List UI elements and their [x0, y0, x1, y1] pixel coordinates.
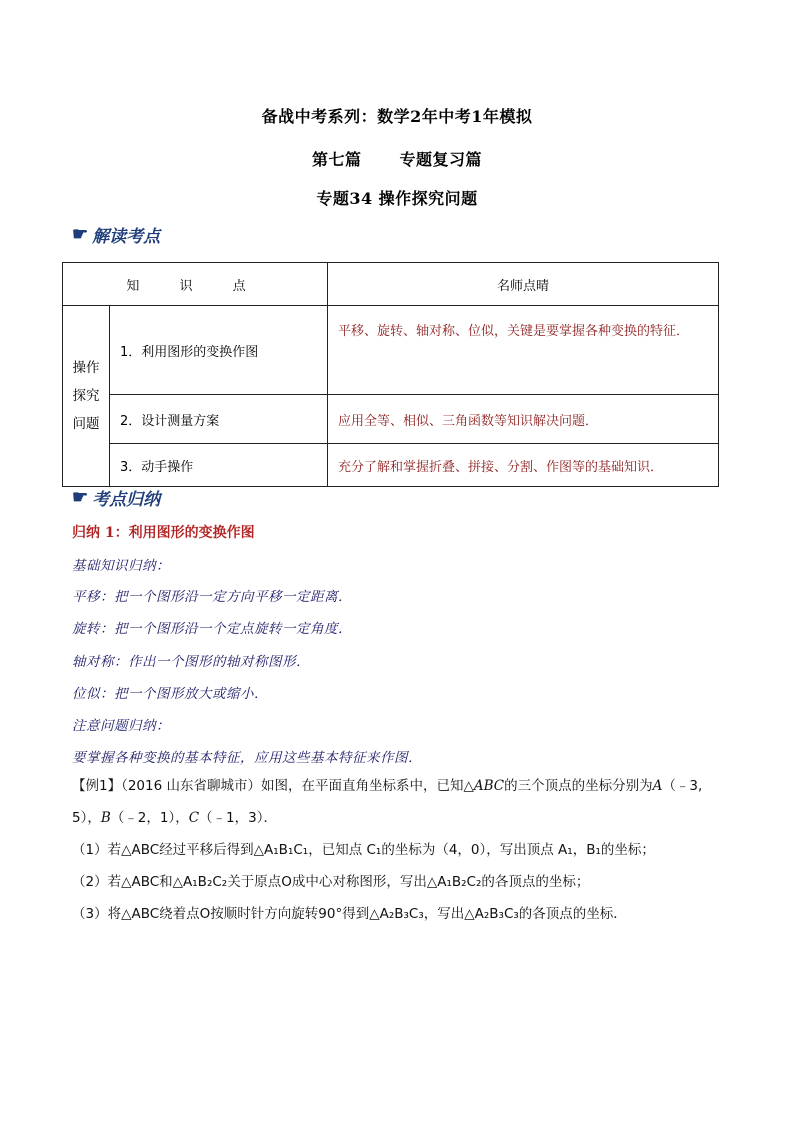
induction-title: 归纳 1：利用图形的变换作图 — [72, 525, 255, 541]
series-title: 备战中考系列：数学2年中考1年模拟 — [261, 107, 533, 126]
header-tips: 名师点晴 — [328, 263, 719, 306]
section-heading-label: 考点归纳 — [92, 490, 161, 510]
axial-symmetry-text: 轴对称：作出一个图形的轴对称图形． — [72, 654, 310, 670]
pointing-hand-icon: ☛ — [72, 224, 89, 245]
homothety-text: 位似：把一个图形放大或缩小． — [72, 686, 268, 702]
tip-cell: 充分了解和掌握折叠、拼接、分割、作图等的基础知识． — [328, 444, 719, 487]
topic-title: 专题34 操作探究问题 — [316, 189, 478, 208]
question-1: （1）若△ABC经过平移后得到△A₁B₁C₁，已知点 C₁的坐标为（4，0），写出顶点 A₁，B₁的坐标； — [72, 842, 655, 858]
knowledge-cell: 2．设计测量方案 — [110, 395, 328, 444]
section-heading-analysis — [72, 222, 160, 247]
rotation-text: 旋转：把一个图形沿一个定点旋转一定角度． — [72, 621, 352, 637]
table-row — [63, 306, 719, 395]
part-number: 第七篇 — [311, 150, 362, 169]
example-intro-line1: 【例1】（2016 山东省聊城市）如图，在平面直角坐标系中，已知△ABC的三个顶点的坐标分别为A（﹣3, — [72, 778, 703, 794]
knowledge-table — [62, 262, 719, 487]
notes-text: 要掌握各种变换的基本特征，应用这些基本特征来作图． — [72, 750, 422, 766]
example-intro-line2: 5），B（﹣2，1），C（﹣1，3）． — [72, 810, 277, 826]
tip-cell: 平移、旋转、轴对称、位似，关键是要掌握各种变换的特征． — [328, 306, 719, 395]
translation-text: 平移：把一个图形沿一定方向平移一定距离． — [72, 589, 352, 605]
question-2: （2）若△ABC和△A₁B₂C₂关于原点O成中心对称图形，写出△A₁B₂C₂的各顶点的坐标； — [72, 874, 590, 890]
table-header-row — [63, 263, 719, 306]
knowledge-cell: 3．动手操作 — [110, 444, 328, 487]
pointing-hand-icon: ☛ — [72, 487, 89, 508]
part-title — [0, 147, 794, 170]
table-row — [63, 395, 719, 444]
part-name: 专题复习篇 — [399, 150, 483, 169]
section-heading-summary — [72, 485, 160, 510]
section-heading-label: 解读考点 — [92, 227, 161, 247]
knowledge-cell: 1．利用图形的变换作图 — [110, 306, 328, 395]
table-row — [63, 444, 719, 487]
header-knowledge: 知 识 点 — [63, 263, 328, 306]
tip-cell: 应用全等、相似、三角函数等知识解决问题． — [328, 395, 719, 444]
basic-knowledge-heading: 基础知识归纳： — [72, 558, 170, 574]
notes-heading: 注意问题归纳： — [72, 718, 170, 734]
question-3: （3）将△ABC绕着点O按顺时针方向旋转90°得到△A₂B₃C₃，写出△A₂B₃C₃的各顶点的坐标． — [72, 906, 627, 922]
category-cell: 操作 探究 问题 — [63, 306, 110, 487]
